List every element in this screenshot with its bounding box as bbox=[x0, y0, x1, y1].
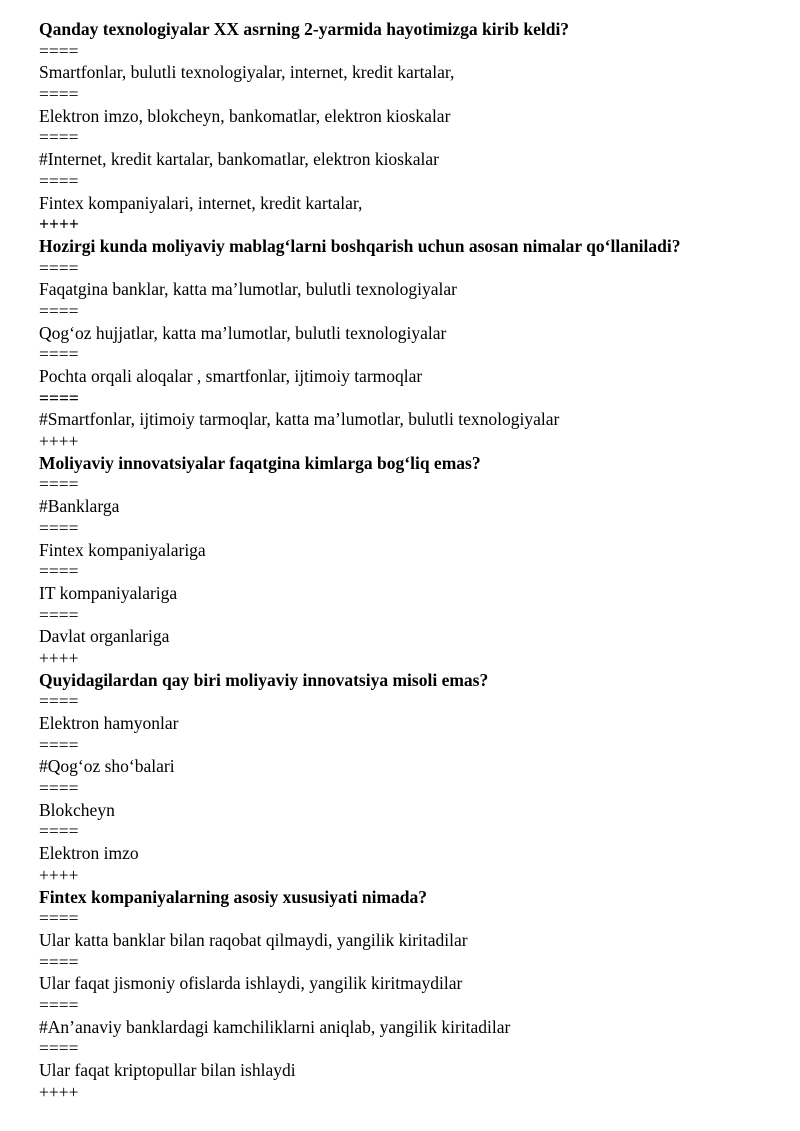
question-title: Quyidagilardan qay biri moliyaviy innovatsiya misoli emas? bbox=[39, 669, 489, 690]
separator: ==== bbox=[39, 127, 79, 148]
end-marker: ++++ bbox=[39, 431, 79, 452]
answer-option: Ular faqat kriptopullar bilan ishlaydi bbox=[39, 1060, 296, 1080]
separator: ==== bbox=[39, 951, 79, 972]
end-marker: ++++ bbox=[39, 1081, 79, 1102]
separator: ==== bbox=[39, 84, 79, 105]
separator: ==== bbox=[39, 170, 79, 191]
answer-option-correct: #An’anaviy banklardagi kamchiliklarni aniqlab, yangilik kiritadilar bbox=[39, 1016, 511, 1037]
separator: ==== bbox=[39, 474, 79, 495]
separator: ==== bbox=[39, 994, 79, 1015]
separator: ==== bbox=[39, 387, 79, 408]
answer-option: Elektron imzo, blokcheyn, bankomatlar, elektron kioskalar bbox=[39, 105, 451, 126]
separator: ==== bbox=[39, 300, 79, 321]
question-title: Fintex kompaniyalarning asosiy xususiyati nimada? bbox=[39, 886, 427, 907]
answer-option: Ular katta banklar bilan raqobat qilmaydi, yangilik kiritadilar bbox=[39, 929, 468, 950]
separator: ==== bbox=[39, 40, 79, 61]
end-marker: ++++ bbox=[39, 647, 79, 668]
answer-option: Ular faqat jismoniy ofislarda ishlaydi, yangilik kiritmaydilar bbox=[39, 973, 463, 994]
question-title: Qanday texnologiyalar XX asrning 2-yarmida hayotimizga kirib keldi? bbox=[39, 19, 570, 39]
separator: ==== bbox=[39, 734, 79, 755]
answer-option-correct: #Smartfonlar, ijtimoiy tarmoqlar, katta ma’lumotlar, bulutli texnologiyalar bbox=[39, 409, 560, 430]
answer-option: Davlat organlariga bbox=[39, 626, 170, 647]
answer-option: Blokcheyn bbox=[39, 799, 115, 820]
separator: ==== bbox=[39, 821, 79, 842]
answer-option-correct: #Internet, kredit kartalar, bankomatlar, elektron kioskalar bbox=[39, 149, 439, 170]
separator: ==== bbox=[39, 561, 79, 582]
answer-option-correct: #Qog‘oz sho‘balari bbox=[39, 756, 175, 777]
separator: ==== bbox=[39, 604, 79, 625]
separator: ==== bbox=[39, 517, 79, 538]
answer-option: Elektron hamyonlar bbox=[39, 713, 179, 733]
question-title: Moliyaviy innovatsiyalar faqatgina kimlarga bog‘liq emas? bbox=[39, 452, 481, 473]
separator: ==== bbox=[39, 257, 79, 278]
answer-option: Qog‘oz hujjatlar, katta ma’lumotlar, bulutli texnologiyalar bbox=[39, 322, 447, 343]
answer-option: Faqatgina banklar, katta ma’lumotlar, bulutli texnologiyalar bbox=[39, 279, 457, 300]
end-marker: ++++ bbox=[39, 864, 79, 885]
separator: ==== bbox=[39, 1038, 79, 1059]
answer-option: IT kompaniyalariga bbox=[39, 582, 178, 603]
answer-option: Fintex kompaniyalari, internet, kredit kartalar, bbox=[39, 192, 363, 213]
end-marker: ++++ bbox=[39, 214, 79, 235]
separator: ==== bbox=[39, 778, 79, 799]
document-page bbox=[39, 19, 779, 1103]
answer-option: Pochta orqali aloqalar , smartfonlar, ijtimoiy tarmoqlar bbox=[39, 366, 423, 386]
separator: ==== bbox=[39, 908, 79, 929]
answer-option: Fintex kompaniyalariga bbox=[39, 539, 206, 560]
separator: ==== bbox=[39, 691, 79, 712]
answer-option: Elektron imzo bbox=[39, 843, 139, 864]
answer-option: Smartfonlar, bulutli texnologiyalar, internet, kredit kartalar, bbox=[39, 62, 455, 83]
question-title: Hozirgi kunda moliyaviy mablag‘larni boshqarish uchun asosan nimalar qo‘llaniladi? bbox=[39, 235, 681, 256]
separator: ==== bbox=[39, 344, 79, 365]
answer-option-correct: #Banklarga bbox=[39, 496, 120, 517]
